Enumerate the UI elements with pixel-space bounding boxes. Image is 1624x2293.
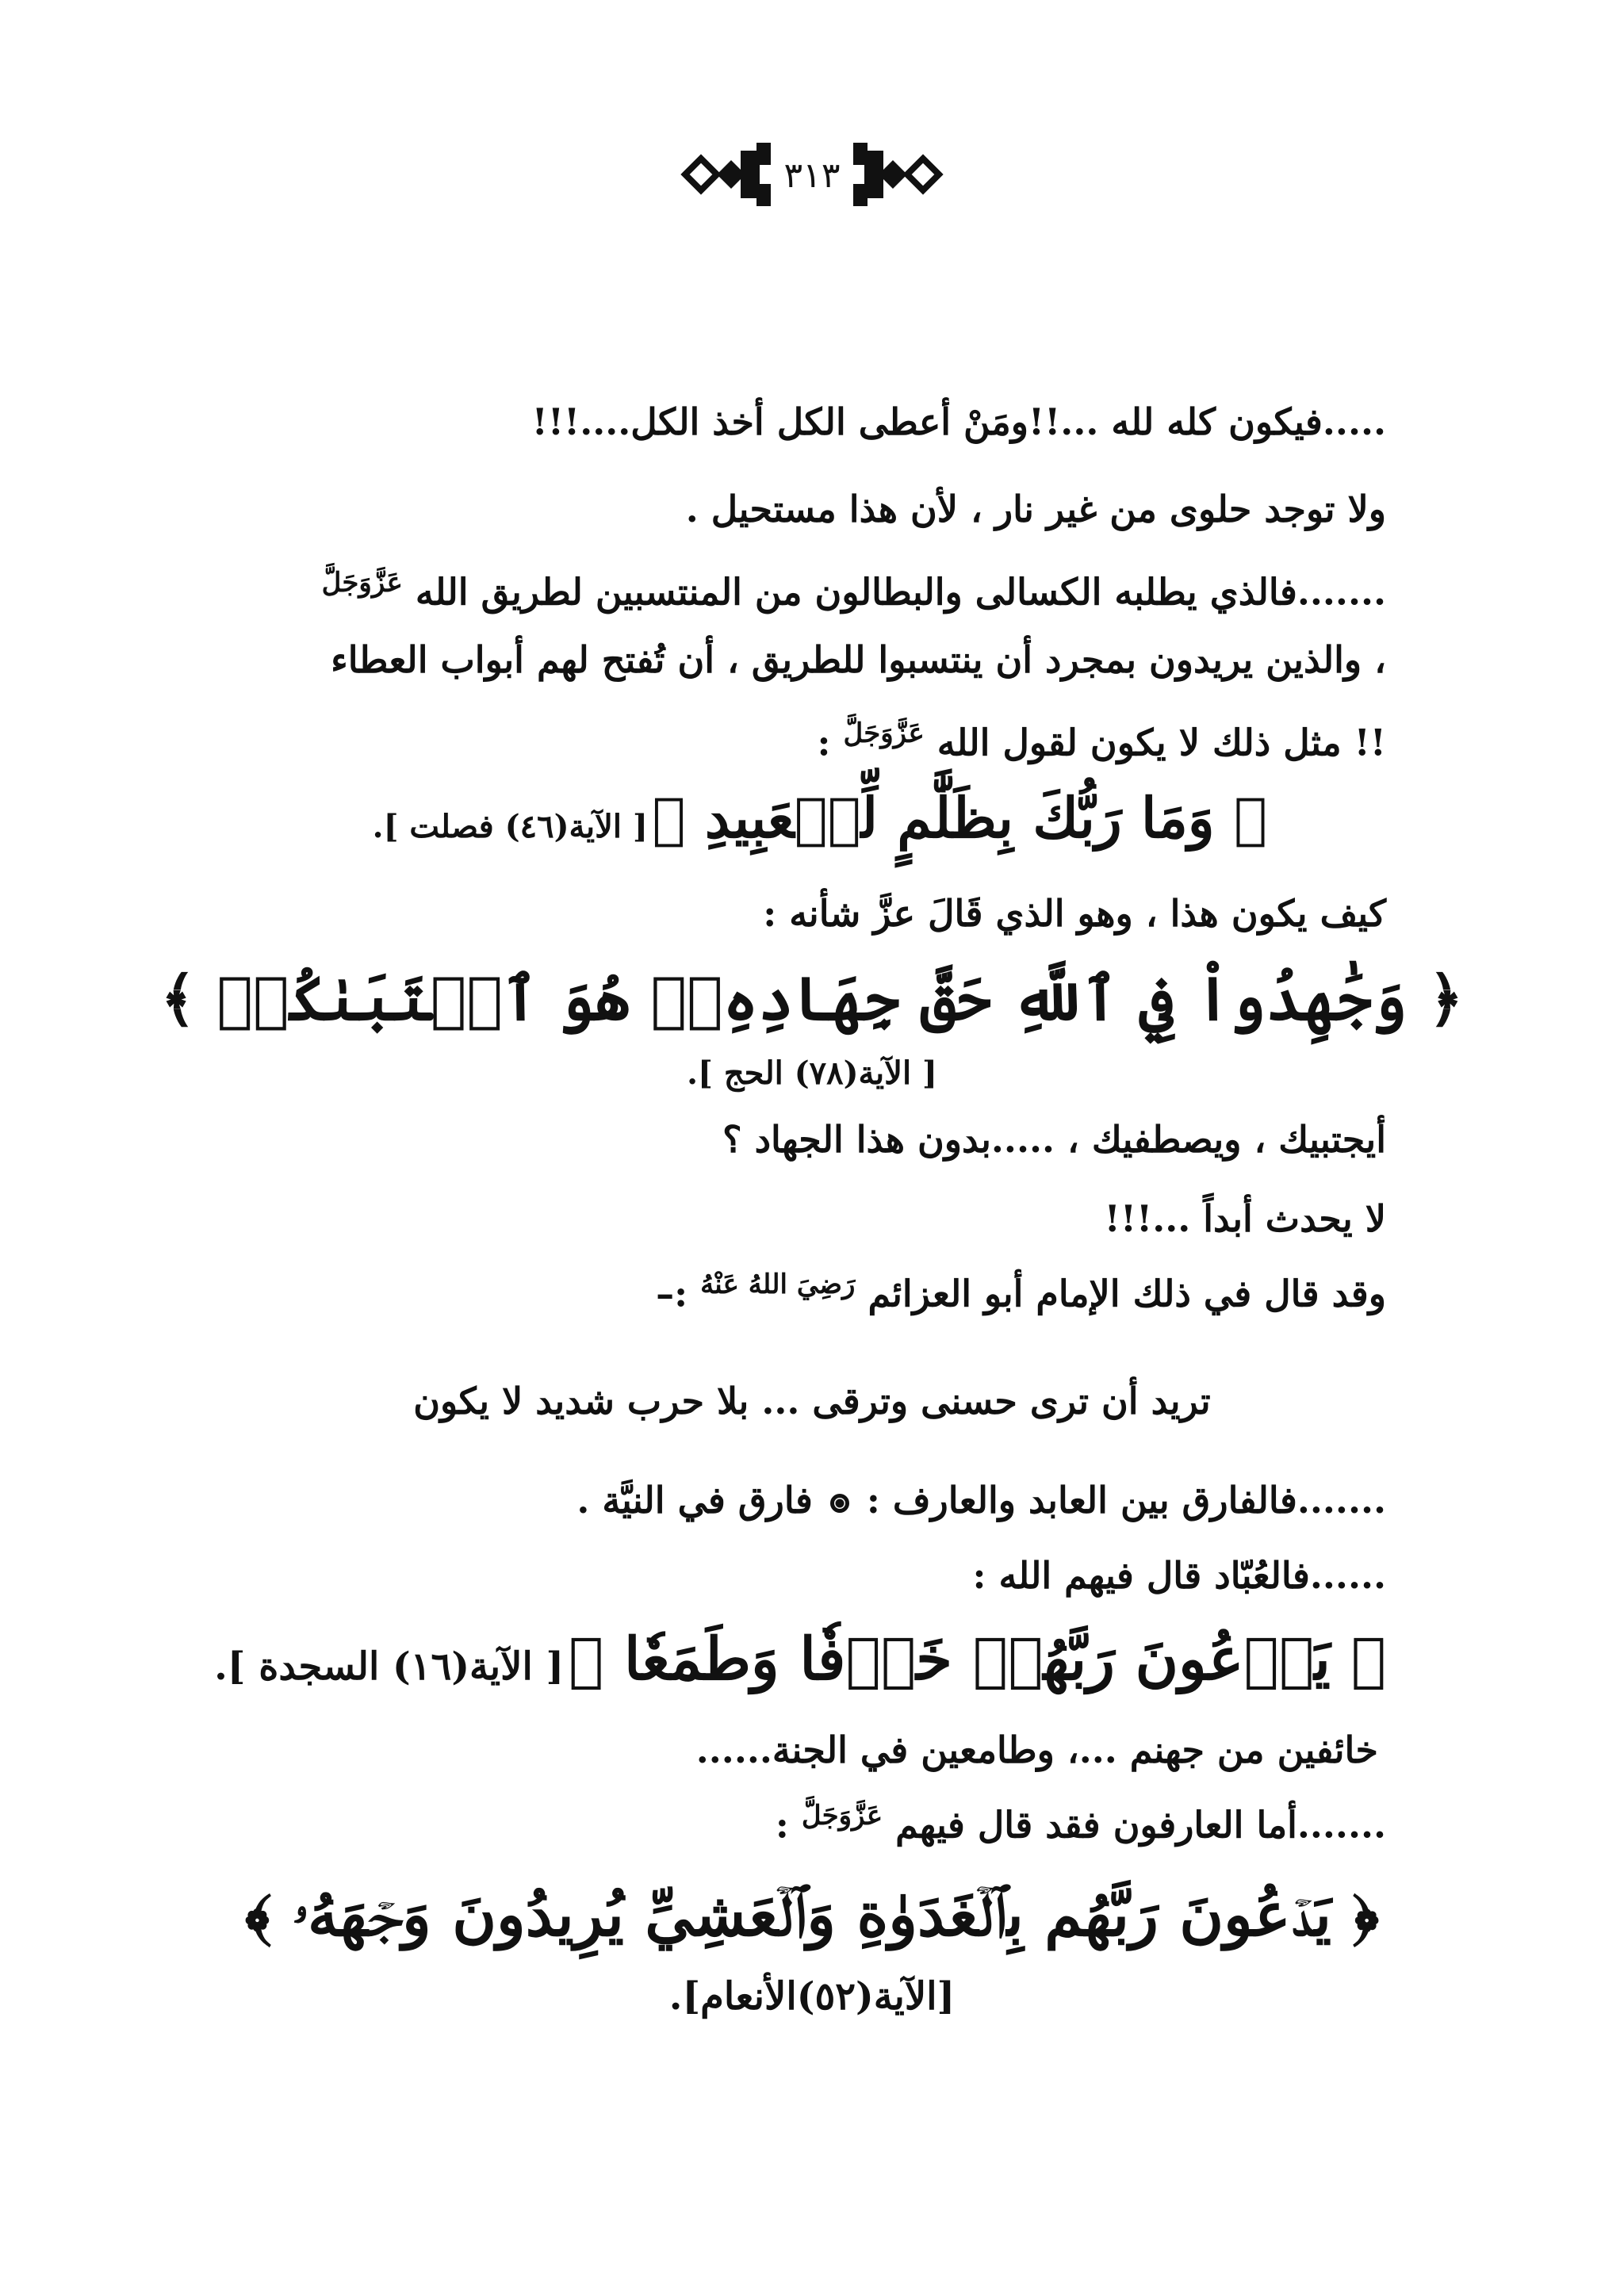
- text-line-12: خائفين من جهنم ...، وطامعين في الجنة......: [695, 1728, 1378, 1771]
- text-line-13-end: :: [775, 1803, 789, 1847]
- page-header: [0, 127, 1624, 222]
- text-line-5-body: !! مثل ذلك لا يكون لقول الله: [936, 721, 1386, 764]
- text-line-11: ......فالعُبّاد قال فيهم الله :: [972, 1554, 1386, 1597]
- quran-verse-2: ﴿ وَجَٰهِدُواْ فِي ٱللَّهِ حَقَّ جِهَادِهِۦۚ هُوَ ٱجۡتَبَىٰكُمۡ ﴾: [160, 963, 1464, 1034]
- verse-4-reference: [الآية(٥٢)الأنعام].: [668, 1974, 956, 2019]
- text-line-3-body: .......فالذي يطلبه الكسالى والبطالون من المنتسبين لطريق الله: [415, 570, 1386, 614]
- verse-1-line: [373, 785, 1267, 851]
- verse-1-reference: [ الآية(٤٦) فصلت ].: [372, 808, 648, 845]
- quran-verse-3: ﴿ يَدۡعُونَ رَبَّهُمۡ خَوۡفٗا وَطَمَعٗا ﴾: [568, 1625, 1386, 1694]
- left-ornament-icon: [685, 143, 771, 206]
- text-line-10-end: فارق في النيَّة .: [576, 1479, 813, 1522]
- circle-dot-icon: [830, 1494, 849, 1513]
- verse-3-line: [214, 1625, 1386, 1694]
- verse-3-reference: [ الآية(١٦) السجدة ].: [214, 1644, 565, 1689]
- text-line-10-start: .......فالفارق بين العابد والعارف :: [866, 1479, 1386, 1522]
- text-line-2: ولا توجد حلوى من غير نار ، لأن هذا مستحيل .: [685, 488, 1386, 530]
- verse-4-line: [0, 1879, 1624, 1951]
- quran-verse-1: ﴿ وَمَا رَبُّكَ بِظَلَّٰمٍ لِّلۡعَبِيدِ ﴾: [652, 785, 1267, 851]
- text-line-13: [776, 1800, 1386, 1846]
- quran-verse-4: ﴿ يَدۡعُونَ رَبَّهُم بِٱلۡغَدَوٰةِ وَٱلۡعَشِيِّ يُرِيدُونَ وَجۡهَهُۥ ﴾: [244, 1879, 1380, 1950]
- text-line-1: .....فيكون كله لله ...!!ومَنْ أعطى الكل أخذ الكل....!!!: [531, 400, 1386, 443]
- page-number-ornament-icon: [677, 127, 947, 222]
- text-line-13-body: .......أما العارفون فقد قال فيهم: [895, 1803, 1386, 1847]
- text-line-10: [576, 1479, 1386, 1522]
- verse-2-line: [0, 963, 1624, 1034]
- text-line-9: [656, 1269, 1386, 1315]
- honorific-radiya-allahu-anhu: رَضِيَ اللهُ عَنْهُ: [700, 1269, 856, 1300]
- honorific-azza-wajal: عَزَّوَجَلَّ: [801, 1800, 883, 1832]
- text-line-9-body: وقد قال في ذلك الإمام أبو العزائم: [868, 1272, 1386, 1315]
- text-line-5-end: :: [817, 721, 831, 764]
- verse-2-reference-line: [0, 1055, 1624, 1092]
- poem-verse: تريد أن ترى حسنى وترقى ... بلا حرب شديد لا يكون: [413, 1380, 1211, 1422]
- honorific-azza-wajal: عَزَّوَجَلَّ: [321, 567, 403, 599]
- honorific-azza-wajal: عَزَّوَجَلَّ: [843, 718, 925, 749]
- text-line-9-end: :–: [656, 1272, 688, 1315]
- text-line-8: لا يحدث أبداً ...!!!: [1104, 1197, 1386, 1240]
- text-line-5: [818, 718, 1387, 764]
- text-line-4: ، والذين يريدون بمجرد أن ينتسبوا للطريق ، أن تُفتح لهم أبواب العطاء: [331, 638, 1386, 681]
- verse-2-reference: [ الآية(٧٨) الحج ].: [687, 1055, 937, 1092]
- text-line-3: [322, 567, 1386, 613]
- page-number: ٣١٣: [783, 155, 841, 196]
- verse-4-reference-line: [0, 1974, 1624, 2019]
- right-ornament-icon: [853, 143, 939, 206]
- text-line-6: كيف يكون هذا ، وهو الذي قَالَ عزَّ شأنه :: [763, 892, 1386, 935]
- text-line-7: أيجتبيك ، ويصطفيك ، .....بدون هذا الجهاد ؟: [722, 1118, 1386, 1161]
